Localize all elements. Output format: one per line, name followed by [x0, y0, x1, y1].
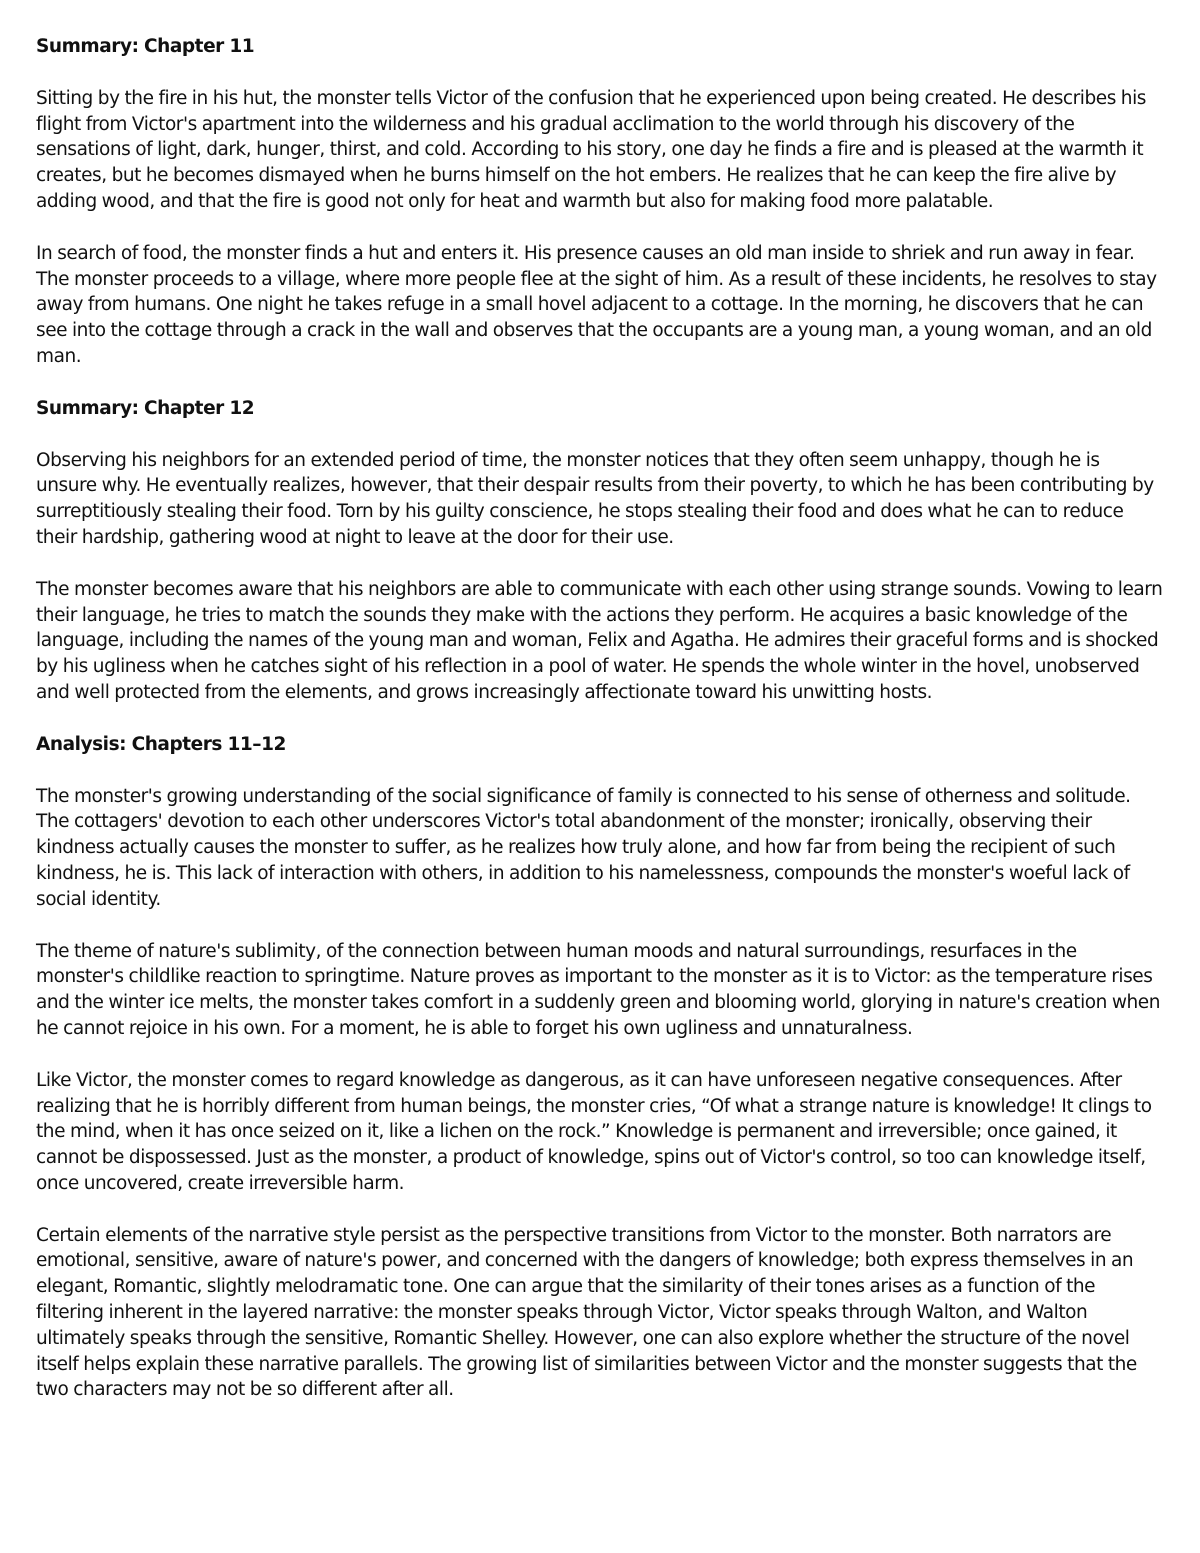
paragraph: The theme of nature's sublimity, of the connection between human moods and natural surroundings, resurfaces in the monster's childlike reaction to springtime. Nature proves as important to the monster as it is to Victor: as the temperature rises and the winter ice melts, the monster takes comfort in a suddenly green and blooming world, glorying in nature's creation when he cannot rejoice in his own. For a moment, he is able to forget his own ugliness and unnaturalness.: [36, 940, 1161, 1039]
document-page: [36, 34, 1164, 1429]
section-heading: Analysis: Chapters 11–12: [36, 733, 286, 755]
paragraph: Like Victor, the monster comes to regard knowledge as dangerous, as it can have unforeseen negative consequences. After realizing that he is horribly different from human beings, the monster cries, “Of what a strange nature is knowledge! It clings to the mind, when it has once seized on it, like a lichen on the rock.” Knowledge is permanent and irreversible; once gained, it cannot be dispossessed. Just as the monster, a product of knowledge, spins out of Victor's control, so too can knowledge itself, once uncovered, create irreversible harm.: [36, 1069, 1152, 1194]
section-heading: Summary: Chapter 12: [36, 397, 255, 419]
paragraph: The monster becomes aware that his neighbors are able to communicate with each other using strange sounds. Vowing to learn their language, he tries to match the sounds they make with the actions they perform. He acquires a basic knowledge of the language, including the names of the young man and woman, Felix and Agatha. He admires their graceful forms and is shocked by his ugliness when he catches sight of his reflection in a pool of water. He spends the whole winter in the hovel, unobserved and well protected from the elements, and grows increasingly affectionate toward his unwitting hosts.: [36, 578, 1163, 703]
paragraph: Observing his neighbors for an extended period of time, the monster notices that they often seem unhappy, though he is unsure why. He eventually realizes, however, that their despair results from their poverty, to which he has been contributing by surreptitiously stealing their food. Torn by his guilty conscience, he stops stealing their food and does what he can to reduce their hardship, gathering wood at night to leave at the door for their use.: [36, 449, 1154, 548]
paragraph: In search of food, the monster finds a hut and enters it. His presence causes an old man inside to shriek and run away in fear. The monster proceeds to a village, where more people flee at the sight of him. As a result of these incidents, he resolves to stay away from humans. One night he takes refuge in a small hovel adjacent to a cottage. In the morning, he discovers that he can see into the cottage through a crack in the wall and observes that the occupants are a young man, a young woman, and an old man.: [36, 242, 1157, 367]
paragraph: Certain elements of the narrative style persist as the perspective transitions from Victor to the monster. Both narrators are emotional, sensitive, aware of nature's power, and concerned with the dangers of knowledge; both express themselves in an elegant, Romantic, slightly melodramatic tone. One can argue that the similarity of their tones arises as a function of the filtering inherent in the layered narrative: the monster speaks through Victor, Victor speaks through Walton, and Walton ultimately speaks through the sensitive, Romantic Shelley. However, one can also explore whether the structure of the novel itself helps explain these narrative parallels. The growing list of similarities between Victor and the monster suggests that the two characters may not be so different after all.: [36, 1224, 1137, 1401]
section-summary-chapter-11: [36, 34, 1164, 370]
section-summary-chapter-12: [36, 396, 1164, 706]
paragraph: Sitting by the fire in his hut, the monster tells Victor of the confusion that he experienced upon being created. He describes his flight from Victor's apartment into the wilderness and his gradual acclimation to the world through his discovery of the sensations of light, dark, hunger, thirst, and cold. According to his story, one day he finds a fire and is pleased at the warmth it creates, but he becomes dismayed when he burns himself on the hot embers. He realizes that he can keep the fire alive by adding wood, and that the fire is good not only for heat and warmth but also for making food more palatable.: [36, 87, 1146, 212]
section-heading: Summary: Chapter 11: [36, 36, 255, 57]
section-analysis-chapters-11-12: [36, 732, 1164, 1404]
paragraph: The monster's growing understanding of the social significance of family is connected to his sense of otherness and solitude. The cottagers' devotion to each other underscores Victor's total abandonment of the monster; ironically, observing their kindness actually causes the monster to suffer, as he realizes how truly alone, and how far from being the recipient of such kindness, he is. This lack of interaction with others, in addition to his namelessness, compounds the monster's woeful lack of social identity.: [36, 785, 1131, 910]
